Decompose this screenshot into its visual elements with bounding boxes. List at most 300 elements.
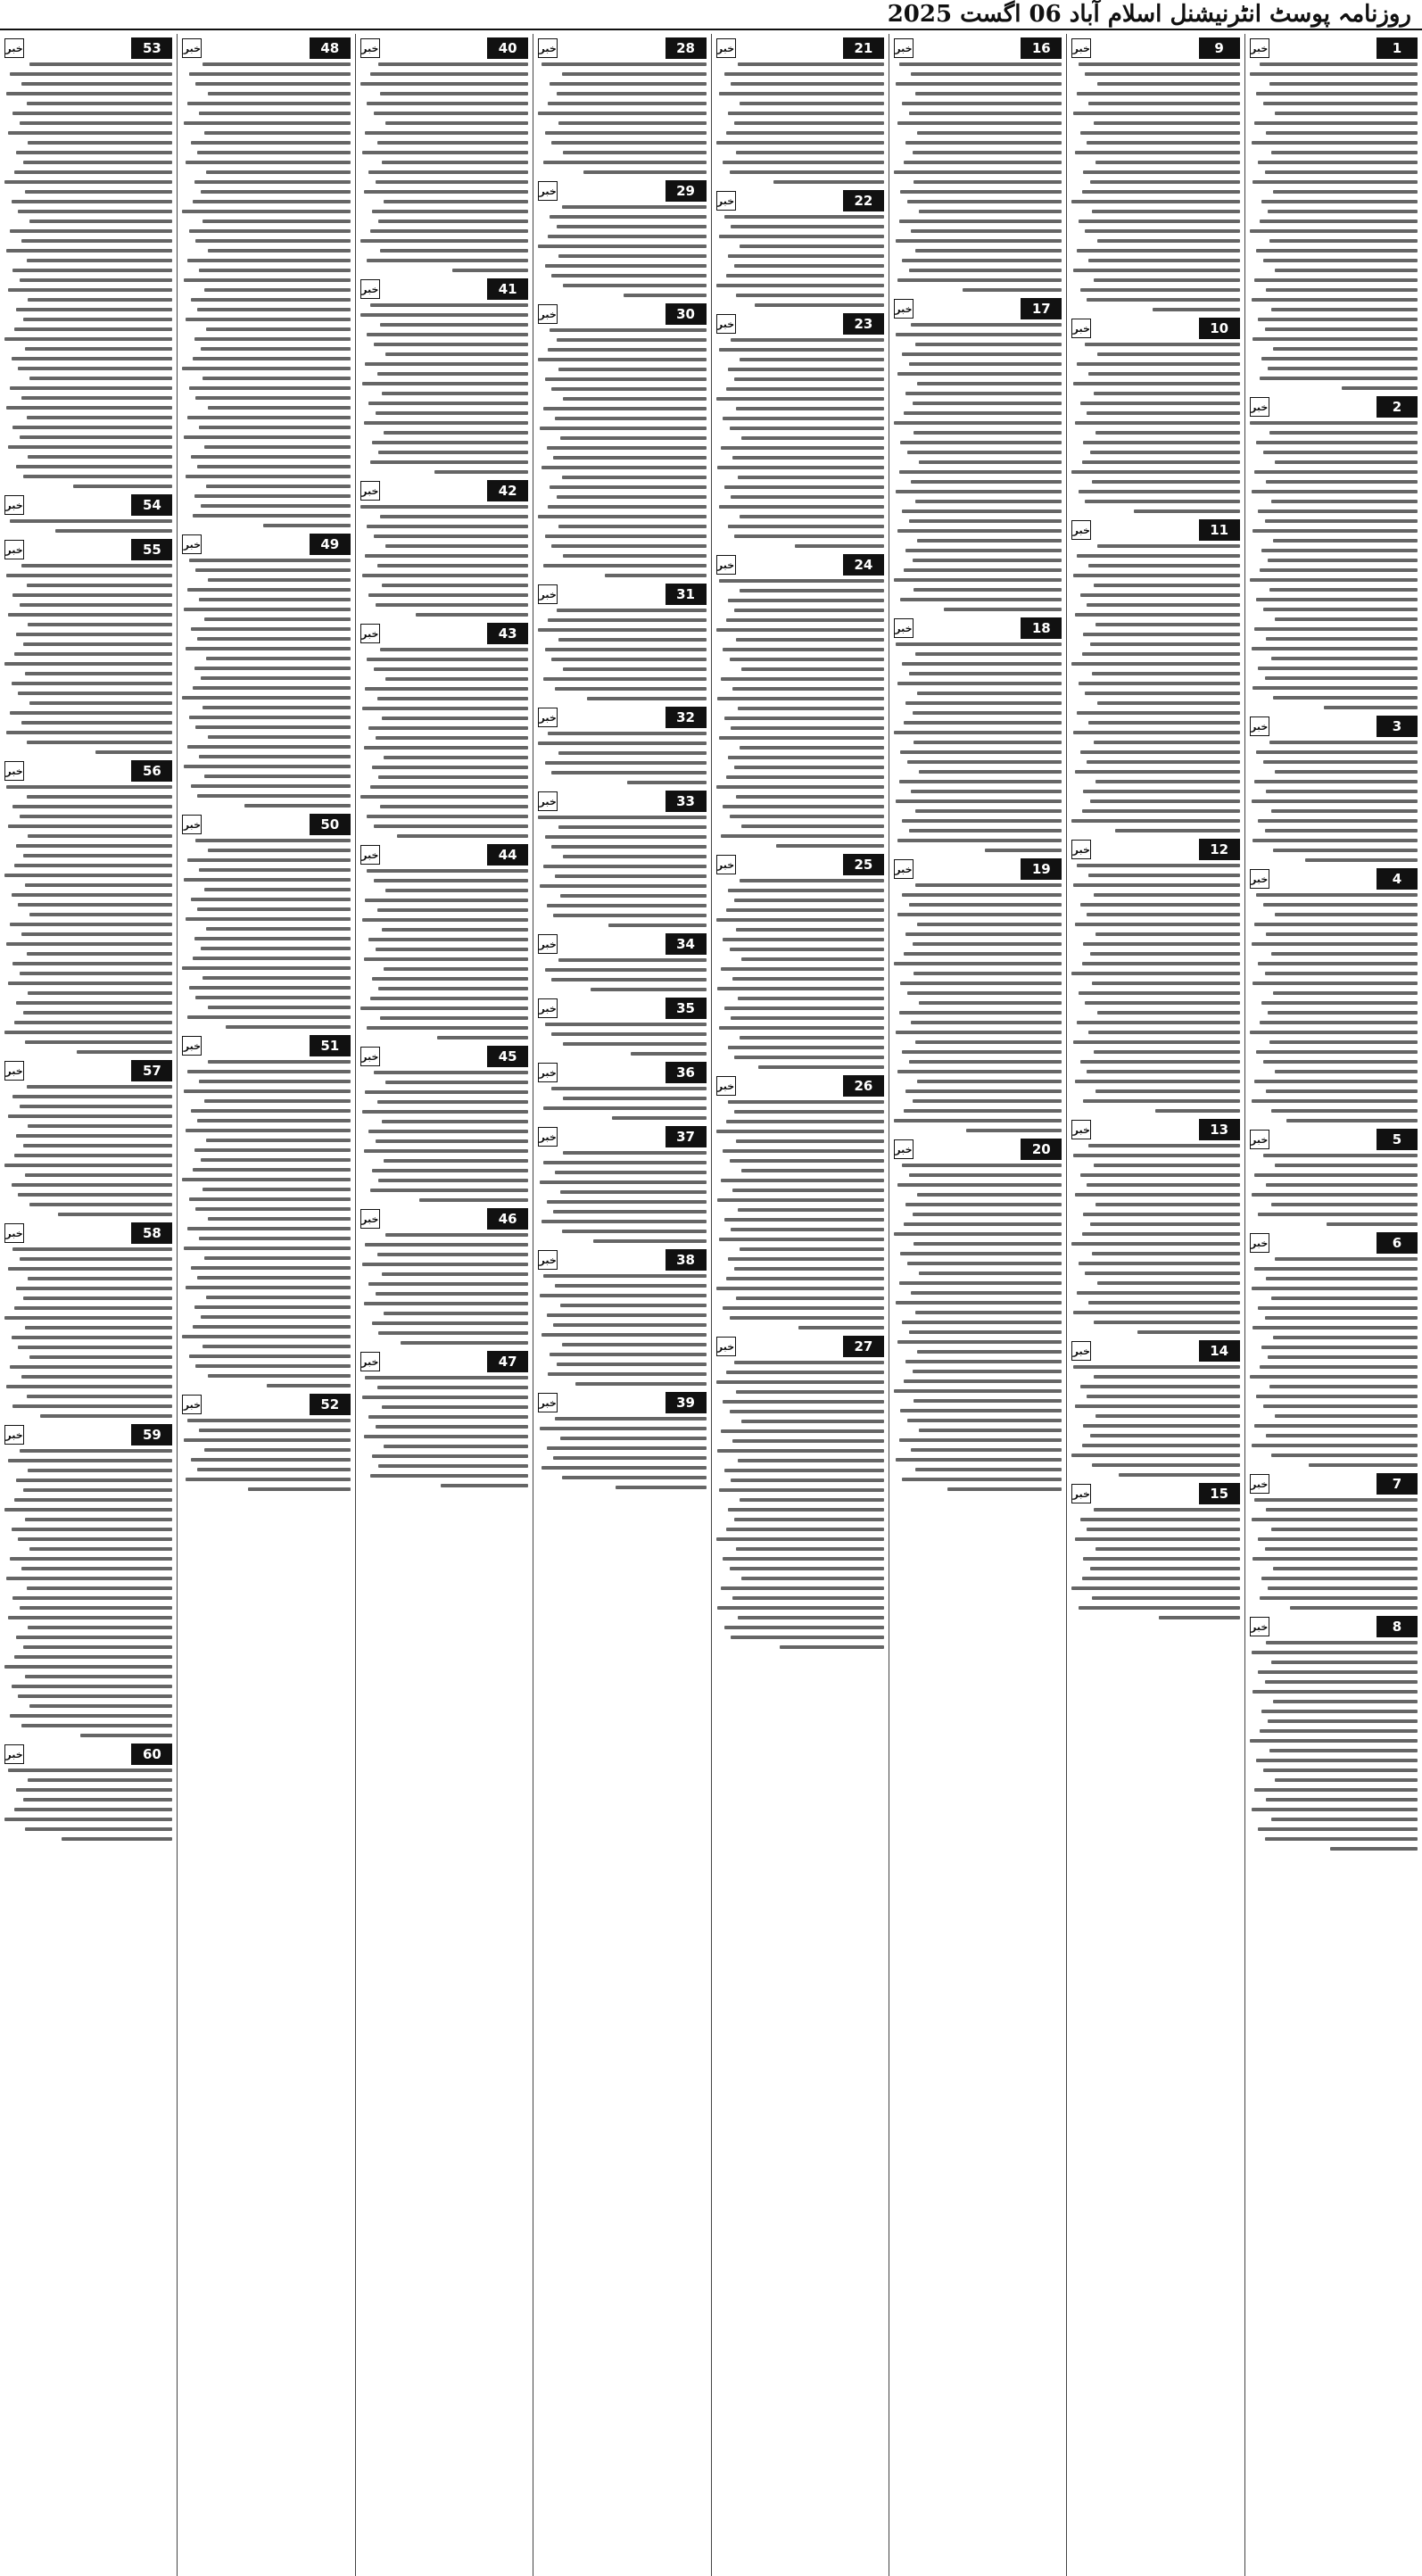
text-line	[563, 1042, 706, 1046]
text-line	[187, 259, 351, 262]
text-line	[365, 131, 528, 135]
news-brief-number: 31	[666, 584, 707, 605]
text-line	[1085, 229, 1239, 233]
text-line	[899, 780, 1062, 783]
text-line	[717, 1606, 883, 1610]
text-line	[1258, 1827, 1418, 1831]
text-line	[191, 1109, 351, 1113]
text-line	[896, 799, 1062, 803]
text-line	[1087, 913, 1239, 916]
text-line	[29, 62, 172, 66]
news-brief-header	[538, 933, 706, 955]
text-line	[1271, 500, 1418, 503]
text-line	[562, 205, 707, 209]
text-line	[23, 1011, 173, 1015]
text-line	[563, 667, 706, 671]
text-line	[27, 259, 173, 262]
text-line	[776, 844, 884, 848]
news-brief-header	[4, 1060, 172, 1081]
news-brief-header	[4, 37, 172, 59]
text-line	[724, 1469, 884, 1472]
text-line	[1082, 809, 1240, 813]
text-line	[1268, 1011, 1418, 1015]
text-line	[380, 515, 528, 518]
text-line	[1265, 676, 1418, 680]
text-line	[724, 72, 884, 76]
news-column	[711, 34, 889, 2576]
text-line	[1263, 1154, 1418, 1157]
text-line	[380, 805, 528, 808]
text-line	[25, 1326, 173, 1329]
text-line	[370, 72, 528, 76]
text-line	[914, 741, 1062, 744]
text-line	[905, 141, 1062, 145]
text-line	[376, 603, 528, 607]
text-line	[191, 898, 351, 901]
text-line	[384, 967, 528, 971]
text-line	[551, 658, 706, 661]
news-brief-text	[538, 205, 706, 297]
text-line	[900, 441, 1062, 444]
text-line	[899, 1438, 1062, 1442]
news-brief-header	[716, 1075, 884, 1097]
text-line	[184, 1089, 350, 1093]
text-line	[1265, 972, 1418, 975]
text-line	[545, 835, 707, 839]
text-line	[27, 584, 173, 587]
text-line	[914, 180, 1062, 184]
text-line	[1268, 210, 1418, 213]
news-brief	[538, 791, 706, 927]
text-line	[4, 662, 172, 666]
text-line	[365, 1243, 528, 1247]
text-line	[1263, 1768, 1418, 1772]
text-line	[382, 716, 528, 720]
text-line	[376, 411, 528, 415]
news-brief-text	[4, 1768, 172, 1841]
text-line	[563, 554, 706, 558]
text-line	[612, 1116, 706, 1120]
text-line	[203, 976, 351, 980]
news-brief-text	[1250, 893, 1418, 1122]
text-line	[208, 92, 351, 95]
text-line	[905, 701, 1062, 705]
news-brief	[894, 37, 1062, 292]
text-line	[372, 766, 528, 769]
text-line	[1252, 141, 1418, 145]
text-line	[558, 825, 707, 829]
text-line	[738, 707, 884, 710]
text-line	[1073, 1154, 1239, 1157]
text-line	[562, 1230, 707, 1233]
text-line	[244, 804, 351, 808]
text-line	[909, 112, 1062, 115]
text-line	[1095, 1089, 1240, 1093]
text-line	[1097, 544, 1240, 548]
news-brief-text	[538, 1023, 706, 1056]
text-line	[194, 1148, 351, 1152]
news-brief-tag: خبر	[716, 38, 736, 58]
news-brief-header	[4, 494, 172, 516]
text-line	[1077, 864, 1240, 867]
text-line	[738, 1616, 884, 1619]
text-line	[1075, 1193, 1240, 1197]
text-line	[374, 112, 528, 115]
text-line	[10, 711, 173, 715]
text-line	[734, 121, 884, 125]
text-line	[376, 1292, 528, 1296]
text-line	[6, 249, 172, 253]
news-brief-text	[716, 338, 884, 548]
text-line	[538, 244, 706, 248]
text-line	[8, 613, 173, 617]
text-line	[437, 1036, 528, 1040]
news-brief-header	[716, 554, 884, 576]
text-line	[372, 977, 528, 981]
news-brief-header	[4, 1424, 172, 1445]
text-line	[378, 987, 528, 990]
text-line	[18, 1537, 172, 1541]
text-line	[1079, 490, 1240, 493]
text-line	[907, 991, 1062, 995]
text-line	[20, 972, 172, 975]
text-line	[721, 1429, 884, 1433]
text-line	[187, 1070, 351, 1073]
text-line	[367, 102, 528, 105]
text-line	[896, 642, 1062, 646]
text-line	[1265, 327, 1418, 331]
news-brief-header	[360, 844, 528, 866]
text-line	[1073, 269, 1239, 272]
news-brief-tag: خبر	[716, 855, 736, 874]
news-brief-text	[182, 1419, 350, 1491]
text-line	[208, 1006, 351, 1009]
text-line	[1258, 1213, 1418, 1216]
news-brief-header	[360, 1208, 528, 1230]
text-line	[4, 1316, 172, 1320]
text-line	[27, 795, 173, 799]
text-line	[1079, 991, 1240, 995]
text-line	[1080, 1385, 1240, 1388]
text-line	[540, 427, 706, 430]
text-line	[734, 1518, 884, 1521]
text-line	[716, 1537, 884, 1541]
text-line	[184, 121, 350, 125]
text-line	[605, 574, 706, 577]
text-line	[1087, 760, 1239, 764]
text-line	[382, 584, 528, 587]
text-line	[543, 677, 707, 681]
news-brief-header	[182, 1035, 350, 1056]
text-line	[557, 225, 707, 228]
news-column	[1066, 34, 1244, 2576]
text-line	[543, 161, 707, 164]
text-line	[716, 918, 884, 922]
news-brief-number: 19	[1021, 858, 1062, 880]
text-line	[1079, 62, 1240, 66]
text-line	[909, 1330, 1062, 1334]
news-brief-header	[538, 791, 706, 812]
news-brief-number: 16	[1021, 37, 1062, 59]
news-brief	[716, 1075, 884, 1329]
text-line	[380, 648, 528, 651]
text-line	[1083, 1099, 1239, 1103]
text-line	[902, 662, 1062, 666]
text-line	[723, 161, 884, 164]
text-line	[917, 382, 1062, 385]
text-line	[915, 1040, 1062, 1044]
text-line	[728, 368, 884, 371]
text-line	[208, 849, 351, 852]
text-line	[548, 732, 706, 735]
text-line	[25, 1675, 173, 1678]
text-line	[23, 1798, 173, 1802]
text-line	[25, 883, 173, 887]
text-line	[206, 1139, 351, 1142]
text-line	[723, 648, 884, 651]
text-line	[551, 1087, 706, 1090]
text-line	[538, 515, 706, 518]
news-brief-number: 39	[666, 1392, 707, 1413]
news-brief-text	[182, 559, 350, 808]
text-line	[193, 514, 351, 518]
text-line	[25, 1040, 173, 1044]
text-line	[1250, 421, 1418, 425]
text-line	[370, 997, 528, 1000]
text-line	[1266, 480, 1418, 484]
text-line	[197, 1468, 350, 1471]
text-line	[1266, 1183, 1418, 1187]
text-line	[726, 1528, 884, 1531]
text-line	[186, 647, 351, 650]
text-line	[899, 1011, 1062, 1015]
text-line	[755, 303, 884, 307]
text-line	[1082, 1232, 1240, 1236]
news-brief-text	[538, 1151, 706, 1243]
news-brief	[360, 37, 528, 272]
text-line	[182, 367, 350, 370]
news-brief-tag: خبر	[894, 299, 914, 319]
text-line	[732, 977, 884, 981]
text-line	[732, 456, 884, 460]
text-line	[208, 1060, 351, 1064]
text-line	[194, 494, 351, 498]
news-brief-text	[4, 1085, 172, 1216]
text-line	[12, 593, 172, 597]
text-line	[197, 637, 350, 641]
text-line	[377, 1386, 529, 1389]
text-line	[23, 642, 173, 646]
text-line	[897, 1340, 1062, 1344]
text-line	[25, 672, 173, 675]
text-line	[1250, 72, 1418, 76]
news-brief	[360, 1208, 528, 1345]
text-line	[558, 958, 707, 962]
news-brief-text	[1071, 864, 1239, 1113]
news-brief-number: 5	[1377, 1129, 1418, 1150]
text-line	[1263, 608, 1418, 611]
text-line	[896, 1458, 1062, 1462]
text-line	[551, 845, 706, 849]
text-line	[1095, 780, 1240, 783]
text-line	[902, 1164, 1062, 1167]
text-line	[365, 899, 528, 902]
text-line	[795, 544, 884, 548]
text-line	[563, 1151, 706, 1155]
news-brief	[4, 1222, 172, 1418]
text-line	[191, 1458, 351, 1462]
text-line	[25, 1827, 173, 1831]
text-line	[1271, 151, 1418, 154]
text-line	[894, 578, 1062, 582]
text-line	[913, 711, 1062, 715]
text-line	[897, 839, 1062, 842]
text-line	[1094, 1508, 1240, 1512]
text-line	[904, 161, 1062, 164]
text-line	[1342, 386, 1418, 390]
text-line	[21, 1375, 173, 1379]
text-line	[562, 72, 707, 76]
news-brief	[4, 1744, 172, 1841]
text-line	[1094, 741, 1240, 744]
text-line	[551, 274, 706, 277]
text-line	[197, 151, 350, 154]
news-brief-tag: خبر	[538, 998, 558, 1018]
text-line	[551, 544, 706, 548]
text-line	[1083, 1557, 1239, 1561]
text-line	[1119, 1473, 1240, 1477]
news-brief-header	[538, 1062, 706, 1083]
text-line	[548, 505, 706, 509]
news-brief-text	[360, 648, 528, 838]
text-line	[1254, 1173, 1418, 1177]
text-line	[907, 451, 1062, 454]
text-line	[208, 735, 351, 739]
text-line	[14, 1498, 172, 1502]
text-line	[16, 1001, 172, 1005]
text-line	[16, 1636, 172, 1639]
text-line	[1080, 903, 1240, 907]
text-line	[360, 82, 528, 86]
text-line	[23, 1296, 173, 1300]
text-line	[203, 219, 351, 223]
text-line	[1254, 780, 1418, 783]
text-line	[368, 402, 528, 405]
text-line	[736, 151, 884, 154]
news-brief	[182, 534, 350, 808]
text-line	[894, 421, 1062, 425]
text-line	[1094, 121, 1240, 125]
text-line	[913, 1370, 1062, 1373]
text-line	[591, 988, 707, 991]
text-line	[593, 1239, 706, 1243]
text-line	[370, 229, 528, 233]
text-line	[907, 1262, 1062, 1265]
news-brief-text	[1071, 544, 1239, 832]
text-line	[8, 1114, 173, 1118]
text-line	[905, 1089, 1062, 1093]
text-line	[734, 1267, 884, 1271]
text-line	[1271, 1109, 1418, 1113]
news-brief-tag: خبر	[538, 1127, 558, 1147]
text-line	[917, 539, 1062, 543]
text-line	[1094, 1050, 1240, 1054]
text-line	[1269, 588, 1418, 592]
text-line	[897, 278, 1062, 282]
text-line	[191, 784, 351, 788]
text-line	[1258, 161, 1418, 164]
text-line	[915, 652, 1062, 656]
text-line	[203, 377, 351, 380]
text-line	[16, 1134, 172, 1138]
text-line	[362, 1263, 528, 1266]
text-line	[201, 947, 351, 950]
text-line	[193, 686, 351, 690]
text-line	[360, 313, 528, 317]
text-line	[553, 1210, 706, 1213]
text-line	[18, 1193, 172, 1197]
text-line	[904, 1222, 1062, 1226]
text-line	[16, 1479, 172, 1482]
text-line	[1254, 627, 1418, 631]
text-line	[1082, 190, 1240, 194]
text-line	[385, 1081, 528, 1084]
news-brief-header	[182, 37, 350, 59]
text-line	[1309, 1463, 1418, 1467]
news-brief-number: 33	[666, 791, 707, 812]
text-line	[20, 435, 172, 439]
text-line	[716, 141, 884, 145]
news-brief	[360, 623, 528, 838]
news-brief-text	[538, 732, 706, 784]
text-line	[1077, 711, 1240, 715]
text-line	[29, 377, 172, 380]
text-line	[551, 141, 706, 145]
text-line	[909, 829, 1062, 832]
text-line	[1252, 1518, 1418, 1521]
news-brief	[894, 858, 1062, 1132]
news-brief-tag: خبر	[182, 1395, 202, 1414]
text-line	[1266, 1277, 1418, 1280]
text-line	[1082, 460, 1240, 464]
text-line	[367, 658, 528, 661]
text-line	[199, 1429, 351, 1432]
text-line	[904, 1379, 1062, 1383]
news-brief-number: 37	[666, 1126, 707, 1147]
text-line	[731, 82, 883, 86]
text-line	[550, 82, 706, 86]
text-line	[538, 112, 706, 115]
text-line	[377, 1253, 529, 1256]
text-line	[1250, 1031, 1418, 1034]
text-line	[20, 278, 172, 282]
text-line	[370, 303, 528, 307]
news-brief-number: 60	[131, 1744, 172, 1765]
news-brief-tag: خبر	[4, 761, 24, 781]
text-line	[911, 72, 1062, 76]
text-line	[1252, 1808, 1418, 1811]
text-line	[1271, 1454, 1418, 1457]
text-line	[14, 1154, 172, 1157]
news-brief	[360, 1351, 528, 1487]
text-line	[1273, 1700, 1418, 1703]
text-line	[4, 337, 172, 341]
text-line	[905, 392, 1062, 395]
text-line	[18, 1694, 172, 1698]
text-line	[1256, 1395, 1418, 1398]
text-line	[1269, 1749, 1418, 1752]
text-line	[1266, 1089, 1418, 1093]
